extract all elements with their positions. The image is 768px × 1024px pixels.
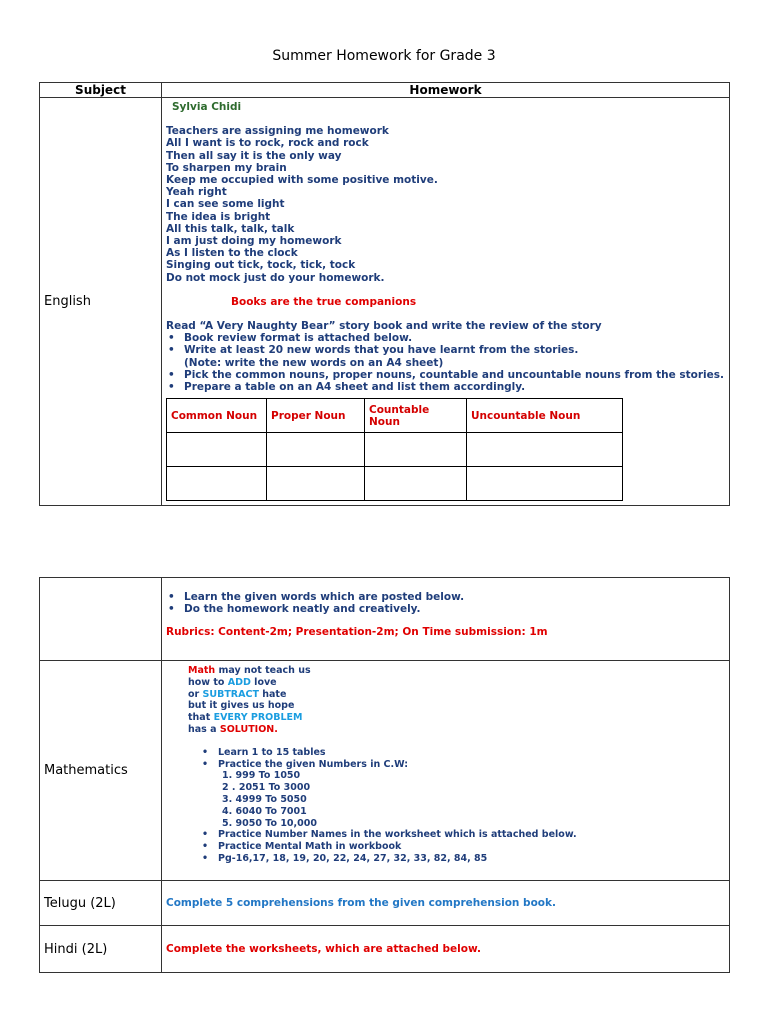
poem-text: that bbox=[188, 712, 214, 724]
poem-line: Do not mock just do your homework. bbox=[166, 271, 385, 284]
poem-line: Keep me occupied with some positive motive. bbox=[166, 174, 438, 187]
general-task-list bbox=[166, 591, 725, 615]
general-homework bbox=[162, 578, 730, 661]
poem-line: Yeah right bbox=[166, 186, 227, 199]
math-poem bbox=[166, 665, 725, 736]
poem-line: Singing out tick, tock, tick, tock bbox=[166, 259, 356, 272]
english-subject: English bbox=[40, 98, 162, 506]
poem-text: love bbox=[250, 676, 277, 688]
proper-noun-header: Proper Noun bbox=[267, 399, 365, 433]
books-quote: Books are the true companions bbox=[231, 295, 417, 308]
nouns-empty-row bbox=[167, 467, 623, 501]
math-word: Math bbox=[188, 665, 216, 676]
rubrics: Rubrics: Content-2m; Presentation-2m; On Time submission: 1m bbox=[166, 626, 548, 639]
list-item: • Practice Mental Math in workbook bbox=[200, 841, 725, 853]
poem-line: Then all say it is the only way bbox=[166, 149, 342, 162]
poem-text: how to bbox=[188, 676, 228, 688]
poem-text: or bbox=[188, 688, 203, 700]
hindi-row bbox=[40, 926, 730, 973]
english-task-list bbox=[166, 332, 725, 356]
general-row bbox=[40, 578, 730, 661]
poem-text: has a bbox=[188, 723, 220, 735]
homework-table-other bbox=[39, 577, 730, 973]
homework-header: Homework bbox=[162, 83, 730, 98]
poem-line: I can see some light bbox=[166, 198, 285, 211]
table-cell bbox=[365, 467, 467, 501]
poem-line: All this talk, talk, talk bbox=[166, 222, 295, 235]
list-item: • Prepare a table on an A4 sheet and list them accordingly. bbox=[166, 381, 725, 393]
number-range: 4. 6040 To 7001 bbox=[222, 805, 307, 817]
poem-author: Sylvia Chidi bbox=[172, 101, 242, 113]
every-problem-word: EVERY PROBLEM bbox=[213, 712, 303, 724]
math-task-list bbox=[166, 747, 725, 771]
number-range: 1. 999 To 1050 bbox=[222, 770, 301, 782]
poem-text: hate bbox=[258, 688, 287, 700]
table-cell bbox=[167, 467, 267, 501]
nouns-empty-row bbox=[167, 433, 623, 467]
math-homework bbox=[162, 661, 730, 881]
list-item: • Pick the common nouns, proper nouns, countable and uncountable nouns from the stories. bbox=[166, 369, 725, 381]
telugu-subject: Telugu (2L) bbox=[40, 881, 162, 926]
list-item: • Do the homework neatly and creatively. bbox=[166, 603, 725, 615]
subtract-word: SUBTRACT bbox=[202, 688, 259, 700]
math-row bbox=[40, 661, 730, 881]
table-cell bbox=[467, 467, 623, 501]
poem-line bbox=[188, 724, 725, 736]
poem-line: All I want is to rock, rock and rock bbox=[166, 137, 369, 150]
nouns-header-row bbox=[167, 399, 623, 433]
table-cell bbox=[267, 433, 365, 467]
add-word: ADD bbox=[227, 676, 251, 688]
math-subject: Mathematics bbox=[40, 661, 162, 881]
poem-line bbox=[188, 665, 725, 677]
english-poem bbox=[166, 125, 725, 284]
number-range: 3. 4999 To 5050 bbox=[222, 793, 307, 805]
list-item: • Write at least 20 new words that you have learnt from the stories. bbox=[166, 344, 725, 356]
poem-text: may not teach us bbox=[215, 665, 311, 676]
list-item: • Practice the given Numbers in C.W: bbox=[200, 759, 725, 771]
table-cell bbox=[365, 433, 467, 467]
list-item: • Book review format is attached below. bbox=[166, 332, 725, 344]
uncountable-noun-header: Uncountable Noun bbox=[467, 399, 623, 433]
english-homework bbox=[162, 98, 730, 506]
list-item: • Learn 1 to 15 tables bbox=[200, 747, 725, 759]
poem-line: As I listen to the clock bbox=[166, 247, 298, 260]
poem-line bbox=[188, 712, 725, 724]
hindi-subject: Hindi (2L) bbox=[40, 926, 162, 973]
common-noun-header: Common Noun bbox=[167, 399, 267, 433]
countable-noun-header: Countable Noun bbox=[365, 399, 467, 433]
poem-line: but it gives us hope bbox=[188, 700, 295, 712]
math-task-list-2 bbox=[166, 829, 725, 864]
poem-line: I am just doing my homework bbox=[166, 235, 342, 248]
read-instruction: Read “A Very Naughty Bear” story book and write the review of the story bbox=[166, 320, 602, 333]
hindi-homework: Complete the worksheets, which are attached below. bbox=[162, 926, 730, 973]
poem-line: To sharpen my brain bbox=[166, 161, 287, 174]
page-title: Summer Homework for Grade 3 bbox=[272, 48, 496, 64]
general-subject bbox=[40, 578, 162, 661]
telugu-row bbox=[40, 881, 730, 926]
poem-line bbox=[188, 689, 725, 701]
header-row bbox=[40, 83, 730, 98]
table-cell bbox=[467, 433, 623, 467]
a4-note: (Note: write the new words on an A4 sheet) bbox=[184, 356, 444, 369]
poem-line: Teachers are assigning me homework bbox=[166, 125, 389, 138]
english-task-list-2 bbox=[166, 369, 725, 393]
number-ranges bbox=[166, 770, 725, 829]
list-item: • Pg-16,17, 18, 19, 20, 22, 24, 27, 32, 33, 82, 84, 85 bbox=[200, 853, 725, 865]
homework-table-english bbox=[39, 82, 730, 506]
telugu-homework: Complete 5 comprehensions from the given comprehension book. bbox=[162, 881, 730, 926]
subject-header: Subject bbox=[40, 83, 162, 98]
english-row bbox=[40, 98, 730, 506]
poem-line: The idea is bright bbox=[166, 210, 271, 223]
table-cell bbox=[267, 467, 365, 501]
nouns-table bbox=[166, 398, 623, 501]
list-item: • Learn the given words which are posted below. bbox=[166, 591, 725, 603]
number-range: 2 . 2051 To 3000 bbox=[222, 782, 311, 794]
solution-word: SOLUTION. bbox=[219, 723, 278, 735]
table-cell bbox=[167, 433, 267, 467]
poem-line bbox=[188, 677, 725, 689]
list-item: • Practice Number Names in the worksheet which is attached below. bbox=[200, 829, 725, 841]
number-range: 5. 9050 To 10,000 bbox=[222, 817, 317, 829]
